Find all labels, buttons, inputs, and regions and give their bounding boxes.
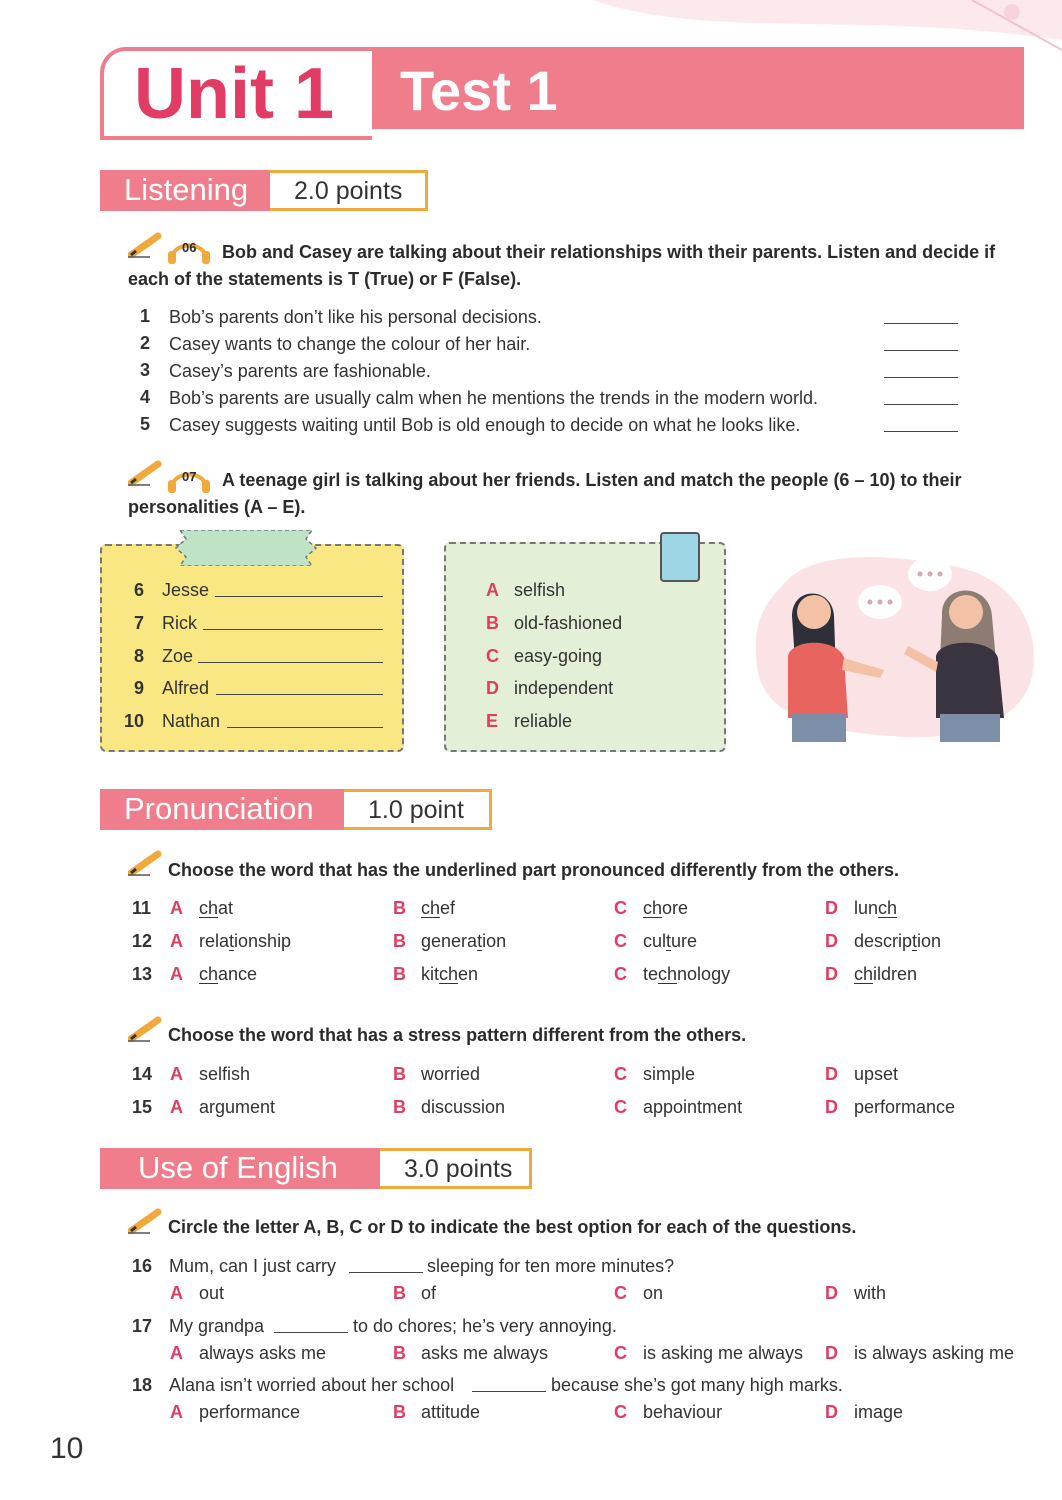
personality: selfish — [514, 580, 566, 600]
option-letter: D — [486, 678, 499, 698]
option-word[interactable]: chef — [421, 898, 456, 918]
question-number: 12 — [132, 931, 153, 951]
option-letter: A — [170, 1097, 183, 1117]
page-number: 10 — [50, 1432, 84, 1465]
tape-decoration — [172, 530, 320, 566]
option-word[interactable]: discussion — [421, 1097, 506, 1117]
section-points: 1.0 point — [344, 789, 492, 830]
answer-blank[interactable] — [216, 694, 383, 695]
option-letter: A — [170, 1343, 183, 1363]
option-letter: D — [825, 1064, 838, 1084]
option-letter: D — [825, 931, 838, 951]
answer-blank[interactable] — [198, 662, 383, 663]
question-text: because she’s got many high marks. — [551, 1375, 843, 1395]
option-letter: E — [486, 711, 499, 731]
option-letter: D — [825, 1283, 838, 1303]
tag-decoration — [660, 532, 700, 582]
option-letter: A — [170, 964, 183, 984]
option-letter: D — [825, 964, 838, 984]
option-letter: A — [170, 898, 183, 918]
option-text[interactable]: of — [421, 1283, 437, 1303]
track-number: 06 — [182, 240, 197, 255]
option-word[interactable]: performance — [854, 1097, 956, 1117]
pencil-icon — [128, 1016, 162, 1042]
answer-blank[interactable] — [884, 404, 958, 405]
item-number: 7 — [134, 613, 145, 633]
option-letter: B — [393, 1283, 406, 1303]
answer-blank[interactable] — [884, 323, 958, 324]
pencil-icon — [128, 1208, 162, 1234]
pencil-icon — [128, 460, 162, 486]
question-number: 15 — [132, 1097, 153, 1117]
option-letter: A — [170, 1064, 183, 1084]
option-text[interactable]: with — [854, 1283, 887, 1303]
personality: old-fashioned — [514, 613, 623, 633]
option-letter: A — [170, 931, 183, 951]
option-word[interactable]: chance — [199, 964, 258, 984]
question-text: sleeping for ten more minutes? — [427, 1256, 675, 1276]
option-letter: C — [614, 1402, 627, 1422]
option-letter: A — [170, 1283, 183, 1303]
option-letter: A — [170, 1402, 183, 1422]
option-word[interactable]: technology — [643, 964, 731, 984]
option-letter: B — [486, 613, 499, 633]
statement: Casey’s parents are fashionable. — [169, 361, 431, 381]
answer-blank[interactable] — [227, 727, 383, 728]
personality: reliable — [514, 711, 573, 731]
answer-blank[interactable] — [884, 377, 958, 378]
question-number: 18 — [132, 1375, 153, 1395]
option-letter: D — [825, 1343, 838, 1363]
option-word[interactable]: upset — [854, 1064, 899, 1084]
option-word[interactable]: culture — [643, 931, 698, 951]
pencil-icon — [128, 850, 162, 876]
question-number: 13 — [132, 964, 153, 984]
question-number: 11 — [132, 898, 152, 918]
instruction-text: Circle the letter A, B, C or D to indicate the best option for each of the questions. — [168, 1217, 857, 1237]
option-text[interactable]: attitude — [421, 1402, 481, 1422]
option-letter: B — [393, 1064, 406, 1084]
option-text[interactable]: is asking me always — [643, 1343, 804, 1363]
option-word[interactable]: appointment — [643, 1097, 743, 1117]
people-card — [100, 544, 404, 752]
item-number: 1 — [140, 306, 151, 326]
item-number: 4 — [140, 387, 151, 407]
option-letter: D — [825, 898, 838, 918]
question-text: My grandpa — [169, 1316, 265, 1336]
pencil-icon — [128, 232, 162, 258]
option-letter: C — [486, 646, 499, 666]
option-word[interactable]: generation — [421, 931, 507, 951]
option-letter: C — [614, 964, 627, 984]
answer-blank[interactable] — [215, 596, 383, 597]
option-letter: C — [614, 931, 627, 951]
option-word[interactable]: simple — [643, 1064, 696, 1084]
instruction-text: each of the statements is T (True) or F (False). — [128, 269, 522, 289]
section-label: Use of English — [100, 1148, 382, 1189]
statement: Bob’s parents are usually calm when he mentions the trends in the modern world. — [169, 388, 819, 408]
question-number: 17 — [132, 1316, 153, 1336]
item-number: 8 — [134, 646, 145, 666]
personality: easy-going — [514, 646, 603, 666]
option-letter: B — [393, 898, 406, 918]
question-number: 16 — [132, 1256, 153, 1276]
option-word[interactable]: worried — [421, 1064, 481, 1084]
option-word[interactable]: relationship — [199, 931, 292, 951]
option-text[interactable]: is always asking me — [854, 1343, 1015, 1363]
instruction-text: Choose the word that has the underlined part pronounced differently from the others. — [168, 860, 900, 880]
person-name: Zoe — [162, 646, 194, 666]
option-word[interactable]: description — [854, 931, 942, 951]
option-word[interactable]: selfish — [199, 1064, 251, 1084]
item-number: 6 — [134, 580, 145, 600]
option-letter: B — [393, 1402, 406, 1422]
option-letter: D — [825, 1097, 838, 1117]
option-text[interactable]: out — [199, 1283, 225, 1303]
section-points: 3.0 points — [380, 1148, 532, 1189]
answer-blank[interactable] — [203, 629, 383, 630]
person-name: Rick — [162, 613, 197, 633]
statement: Casey wants to change the colour of her hair. — [169, 334, 531, 354]
option-text[interactable]: on — [643, 1283, 664, 1303]
question-text: Alana isn’t worried about her school — [169, 1375, 455, 1395]
option-word[interactable]: chore — [643, 898, 689, 918]
option-letter: C — [614, 898, 627, 918]
option-letter: C — [614, 1343, 627, 1363]
answer-blank[interactable] — [884, 350, 958, 351]
option-word[interactable]: argument — [199, 1097, 276, 1117]
question-number: 14 — [132, 1064, 153, 1084]
section-label: Pronunciation — [100, 789, 346, 830]
option-letter: B — [393, 1343, 406, 1363]
test-title: Test 1 — [400, 59, 558, 122]
option-text[interactable]: asks me always — [421, 1343, 549, 1363]
unit-title: Unit 1 — [134, 54, 335, 134]
track-number: 07 — [182, 469, 197, 484]
option-letter: B — [393, 1097, 406, 1117]
person-name: Nathan — [162, 711, 221, 731]
item-number: 9 — [134, 678, 145, 698]
option-letter: D — [825, 1402, 838, 1422]
section-label: Listening — [100, 170, 276, 211]
option-letter: B — [393, 931, 406, 951]
instruction-text: Bob and Casey are talking about their relationships with their parents. Listen and decide if — [222, 242, 996, 262]
option-letter: A — [486, 580, 499, 600]
question-text: Mum, can I just carry — [169, 1256, 337, 1276]
person-name: Alfred — [162, 678, 210, 698]
answer-blank[interactable] — [472, 1391, 546, 1392]
question-text: to do chores; he’s very annoying. — [353, 1316, 617, 1336]
instruction-text: A teenage girl is talking about her friends. Listen and match the people (6 – 10) to their — [222, 470, 962, 490]
answer-blank[interactable] — [274, 1332, 348, 1333]
item-number: 2 — [140, 333, 151, 353]
personality: independent — [514, 678, 614, 698]
statement: Bob’s parents don’t like his personal decisions. — [169, 307, 542, 327]
option-letter: C — [614, 1064, 627, 1084]
person-name: Jesse — [162, 580, 210, 600]
option-text[interactable]: performance — [199, 1402, 301, 1422]
two-girls-talking-illustration — [752, 546, 1038, 742]
option-letter: C — [614, 1283, 627, 1303]
instruction-text: Choose the word that has a stress pattern different from the others. — [168, 1025, 747, 1045]
option-word[interactable]: kitchen — [421, 964, 479, 984]
section-points: 2.0 points — [270, 170, 428, 211]
item-number: 3 — [140, 360, 151, 380]
item-number: 10 — [124, 711, 145, 731]
option-text[interactable]: behaviour — [643, 1402, 723, 1422]
answer-blank[interactable] — [349, 1272, 423, 1273]
answer-blank[interactable] — [884, 431, 958, 432]
option-text[interactable]: image — [854, 1402, 904, 1422]
option-word[interactable]: lunch — [854, 898, 898, 918]
option-letter: B — [393, 964, 406, 984]
option-letter: C — [614, 1097, 627, 1117]
instruction-text: personalities (A – E). — [128, 497, 306, 517]
item-number: 5 — [140, 414, 151, 434]
option-word[interactable]: chat — [199, 898, 234, 918]
option-text[interactable]: always asks me — [199, 1343, 327, 1363]
statement: Casey suggests waiting until Bob is old enough to decide on what he looks like. — [169, 415, 801, 435]
option-word[interactable]: children — [854, 964, 918, 984]
